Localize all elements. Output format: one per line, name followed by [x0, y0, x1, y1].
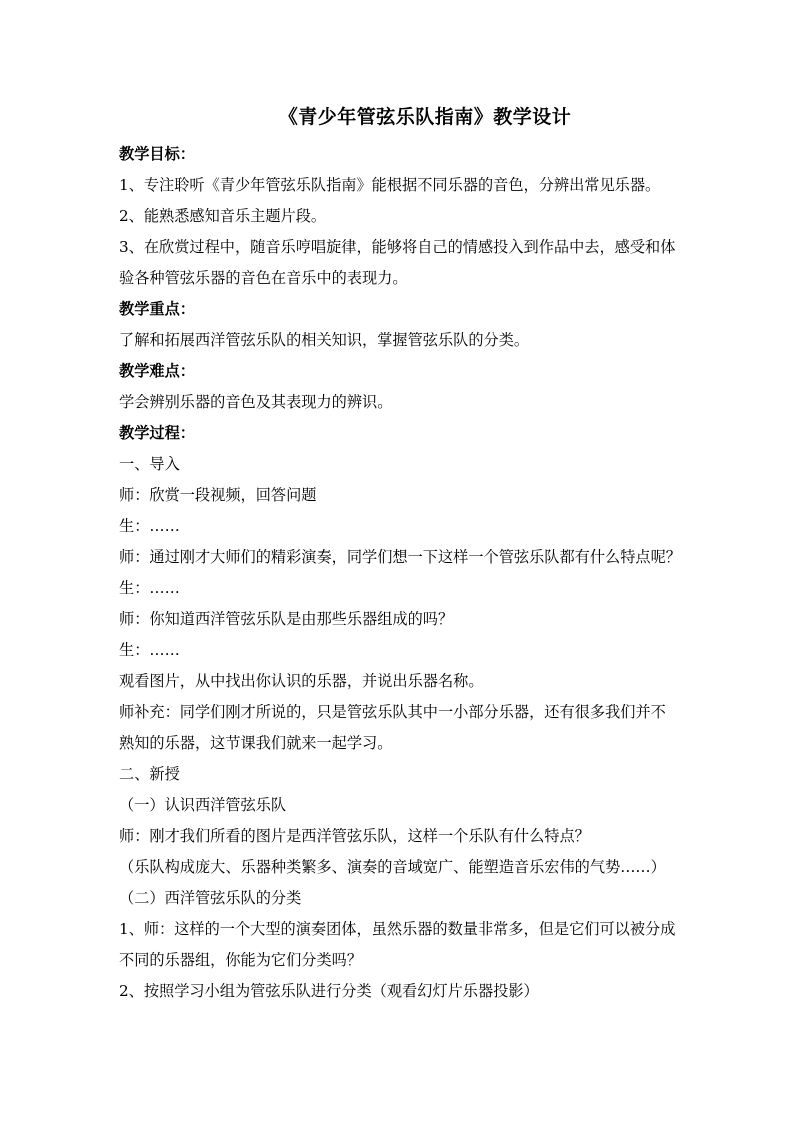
process-item-1-line-2: 不同的乐器组，你能为它们分类吗？	[119, 951, 362, 969]
goal-item-3-line-2: 验各种管弦乐器的音色在音乐中的表现力。	[119, 269, 408, 287]
process-subsection-1: （一）认识西洋管弦乐队	[119, 796, 287, 814]
document-body	[119, 139, 699, 1007]
key-point-heading: 教学重点：	[119, 300, 195, 318]
process-line-student-2: 生：……	[119, 579, 180, 597]
process-section-intro: 一、导入	[119, 455, 180, 473]
goal-item-2: 2、能熟悉感知音乐主题片段。	[119, 207, 327, 225]
process-subsection-2: （二）西洋管弦乐队的分类	[119, 889, 302, 907]
process-line-student-3: 生：……	[119, 641, 180, 659]
difficulty-heading: 教学难点：	[119, 362, 195, 380]
goal-item-3-line-1: 3、在欣赏过程中，随音乐哼唱旋律，能够将自己的情感投入到作品中去，感受和体	[119, 238, 676, 256]
process-line-features: （乐队构成庞大、乐器种类繁多、演奏的音域宽广、能塑造音乐宏伟的气势……）	[119, 858, 666, 876]
goal-heading: 教学目标：	[119, 145, 195, 163]
difficulty-text: 学会辨别乐器的音色及其表现力的辨识。	[119, 393, 393, 411]
process-line-teacher-1: 师：欣赏一段视频，回答问题	[119, 486, 317, 504]
process-item-1-line-1: 1、师：这样的一个大型的演奏团体，虽然乐器的数量非常多，但是它们可以被分成	[119, 920, 676, 938]
process-heading: 教学过程：	[119, 424, 195, 442]
process-line-observe: 观看图片，从中找出你认识的乐器，并说出乐器名称。	[119, 672, 484, 690]
process-line-student-1: 生：……	[119, 517, 180, 535]
process-section-new: 二、新授	[119, 765, 180, 783]
process-item-2: 2、按照学习小组为管弦乐队进行分类（观看幻灯片乐器投影）	[119, 982, 539, 1000]
process-line-teacher-4: 师：刚才我们所看的图片是西洋管弦乐队，这样一个乐队有什么特点？	[119, 827, 590, 845]
process-line-teacher-2: 师：通过刚才大师们的精彩演奏，同学们想一下这样一个管弦乐队都有什么特点呢？	[119, 548, 681, 566]
process-line-supplement-1: 师补充：同学们刚才所说的，只是管弦乐队其中一小部分乐器，还有很多我们并不	[119, 703, 666, 721]
document-title: 《青少年管弦乐队指南》教学设计	[278, 106, 572, 128]
process-line-supplement-2: 熟知的乐器，这节课我们就来一起学习。	[119, 734, 393, 752]
process-line-teacher-3: 师：你知道西洋管弦乐队是由那些乐器组成的吗？	[119, 610, 454, 628]
key-point-text: 了解和拓展西洋管弦乐队的相关知识，掌握管弦乐队的分类。	[119, 331, 530, 349]
goal-item-1: 1、专注聆听《青少年管弦乐队指南》能根据不同乐器的音色，分辨出常见乐器。	[119, 176, 661, 194]
